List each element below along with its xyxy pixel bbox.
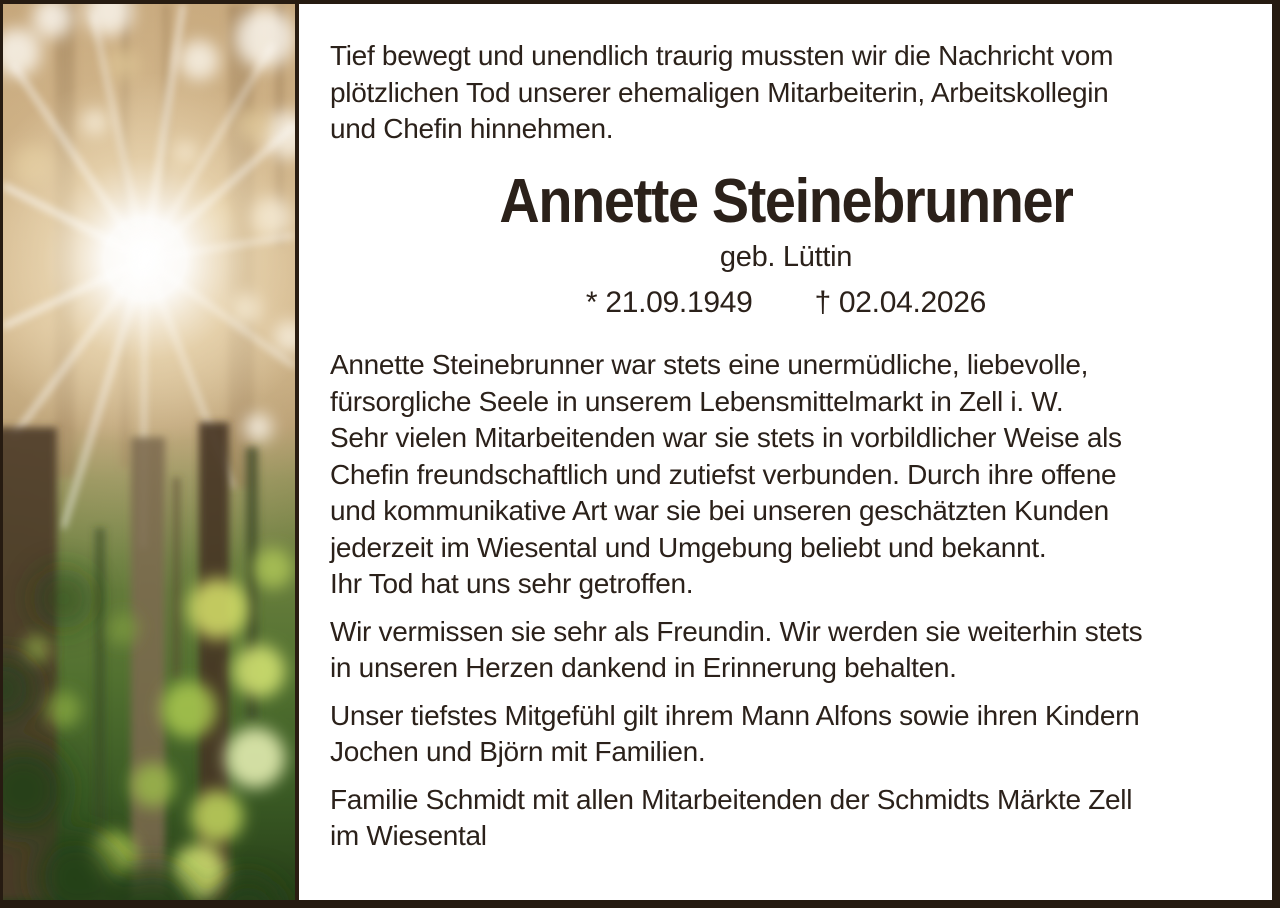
life-dates — [330, 285, 1242, 321]
tribute-line: Ihr Tod hat uns sehr getroffen. — [330, 568, 694, 600]
remembrance-line: in unseren Herzen dankend in Erinnerung behalten. — [330, 652, 957, 684]
condolence-line: Unser tiefstes Mitgefühl gilt ihrem Mann Alfons sowie ihren Kindern — [330, 699, 1140, 731]
memorial-photo — [3, 4, 299, 900]
tribute-line: Annette Steinebrunner war stets eine unermüdliche, liebevolle, — [330, 349, 1089, 381]
birth-date: * 21.09.1949 — [585, 286, 753, 320]
signature-line: im Wiesental — [330, 820, 487, 852]
tribute-line: jederzeit im Wiesental und Umgebung beliebt und bekannt. — [330, 531, 1047, 563]
condolence-paragraph — [330, 698, 1242, 771]
intro-line: und Chefin hinnehmen. — [330, 113, 614, 144]
tribute-line: und kommunikative Art war sie bei unseren geschätzten Kunden — [330, 495, 1109, 527]
condolence-line: Jochen und Björn mit Familien. — [330, 736, 706, 768]
signature-line: Familie Schmidt mit allen Mitarbeitenden der Schmidts Märkte Zell — [330, 783, 1133, 815]
tribute-line: fürsorgliche Seele in unserem Lebensmittelmarkt in Zell i. W. — [330, 385, 1064, 417]
tribute-paragraph — [330, 347, 1242, 603]
intro-line: plötzlichen Tod unserer ehemaligen Mitarbeiterin, Arbeitskollegin — [330, 76, 1109, 108]
deceased-name: Annette Steinebrunner — [499, 166, 1073, 236]
notice-text — [299, 4, 1272, 900]
intro-paragraph — [330, 38, 1242, 148]
tribute-line: Chefin freundschaftlich und zutiefst verbunden. Durch ihre offene — [330, 458, 1117, 490]
signature-paragraph — [330, 782, 1242, 855]
death-date: † 02.04.2026 — [814, 286, 987, 320]
tribute-line: Sehr vielen Mitarbeitenden war sie stets in vorbildlicher Weise als — [330, 422, 1122, 454]
obituary-inner — [3, 4, 1272, 900]
remembrance-line: Wir vermissen sie sehr als Freundin. Wir werden sie weiterhin stets — [330, 615, 1143, 647]
maiden-name: geb. Lüttin — [719, 241, 853, 274]
remembrance-paragraph — [330, 614, 1242, 687]
forest-sunlight-image — [3, 4, 295, 900]
intro-line: Tief bewegt und unendlich traurig mussten wir die Nachricht vom — [330, 40, 1114, 71]
